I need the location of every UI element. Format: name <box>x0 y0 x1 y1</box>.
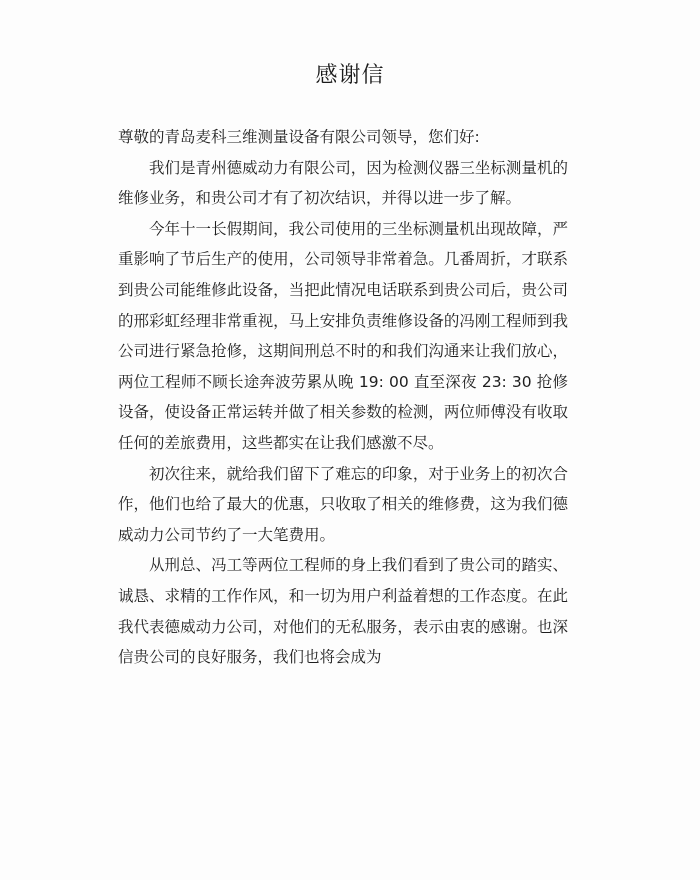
letter-paragraph: 我们是青州德威动力有限公司，因为检测仪器三坐标测量机的维修业务，和贵公司才有了初次结识，并得以进一步了解。 <box>118 158 568 208</box>
letter-salutation: 尊敬的青岛麦科三维测量设备有限公司领导，您们好: <box>118 128 480 146</box>
letter-paragraph: 今年十一长假期间，我公司使用的三坐标测量机出现故障，严重影响了节后生产的使用，公司领导非常着急。几番周折，才联系到贵公司能维修此设备，当把此情况电话联系到贵公司后，贵公司的邢彩虹经理非常重视，马上安排负责维修设备的冯刚工程师到我公司进行紧急抢修，这期间刑总不时的和我们沟通来让我们放心，两位工程师不顾长途奔波劳累从晚 19: 00 直至深夜 23: 30 抢修设备，使设备正常运转并做了相关参数的检测，两位师傅没有收取任何的差旅费用，这些都实在让我们感激不尽。 <box>118 219 568 452</box>
letter-paragraph: 初次往来，就给我们留下了难忘的印象，对于业务上的初次合作，他们也给了最大的优惠，只收取了相关的维修费，这为我们德威动力公司节约了一大笔费用。 <box>118 464 568 544</box>
letter-paragraph: 从刑总、冯工等两位工程师的身上我们看到了贵公司的踏实、诚恳、求精的工作作风，和一切为用户利益着想的工作态度。在此我代表德威动力公司，对他们的无私服务，表示由衷的感谢。也深信贵公司的良好服务，我们也将会成为 <box>118 556 568 667</box>
letter-title: 感谢信 <box>315 63 385 88</box>
letter-body <box>118 122 568 673</box>
